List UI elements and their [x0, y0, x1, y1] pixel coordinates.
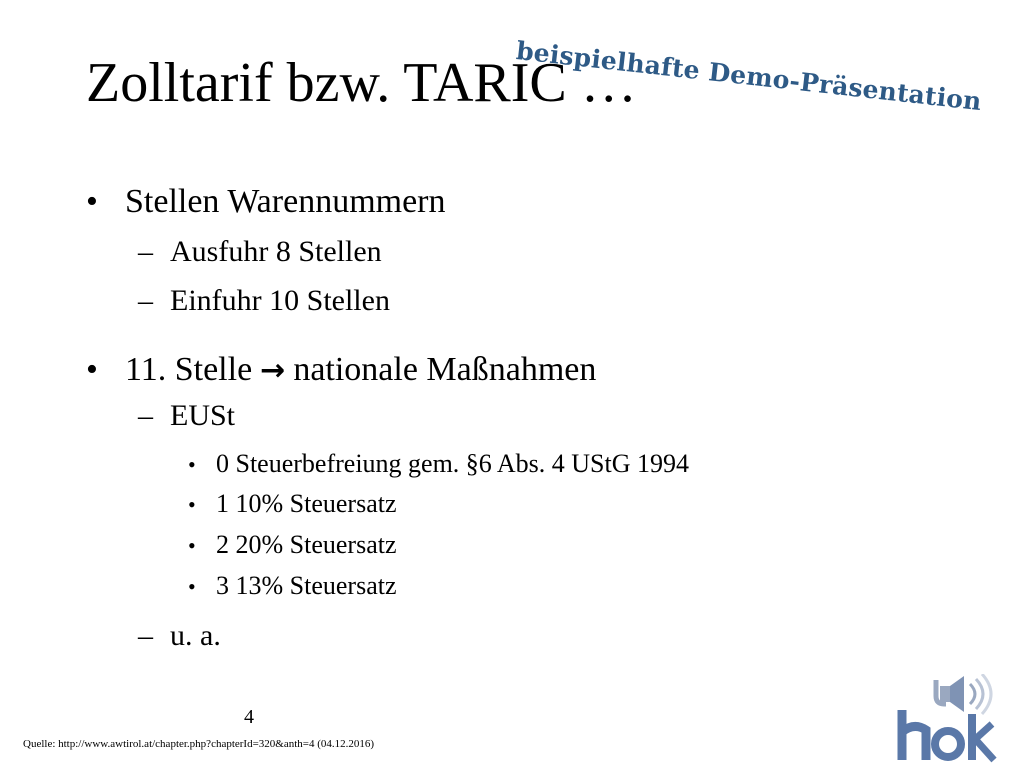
sub-sub-bullet-text: 0 Steuerbefreiung gem. §6 Abs. 4 UStG 1994 — [216, 449, 690, 478]
dash-marker: – — [138, 235, 153, 268]
arrow-right-icon: → — [260, 353, 286, 388]
small-bullet-marker: • — [188, 492, 196, 517]
page-number: 4 — [244, 706, 254, 728]
sub-bullet-text: EUSt — [170, 399, 236, 432]
bullet-text-with-arrow — [125, 353, 596, 387]
bullet-marker: • — [86, 183, 98, 220]
dash-marker: – — [138, 284, 153, 317]
source-citation: Quelle: http://www.awtirol.at/chapter.php?chapterId=320&anth=4 (04.12.2016) — [23, 738, 375, 750]
bullet-text: Stellen Warennummern — [125, 183, 446, 220]
slide-title: Zolltarif bzw. TARIC … — [86, 52, 637, 114]
dash-marker: – — [138, 619, 153, 652]
small-bullet-marker: • — [188, 452, 196, 477]
speaker-icon — [940, 674, 991, 714]
bullet-text-before: 11. Stelle — [125, 351, 253, 388]
watermark-label: beispielhafte Demo-Präsentation — [514, 36, 984, 117]
sub-bullet-text: u. a. — [170, 619, 221, 652]
bullet-marker: • — [86, 351, 98, 388]
dash-marker: – — [138, 399, 153, 432]
sub-bullet-text: Ausfuhr 8 Stellen — [170, 235, 382, 268]
sub-bullet-text: Einfuhr 10 Stellen — [170, 284, 390, 317]
sub-sub-bullet-text: 3 13% Steuersatz — [216, 571, 397, 600]
sub-sub-bullet-text: 1 10% Steuersatz — [216, 489, 397, 518]
hak-school-logo-with-speaker-icon — [896, 674, 1000, 764]
small-bullet-marker: • — [188, 574, 196, 599]
small-bullet-marker: • — [188, 533, 196, 558]
bullet-text-after: nationale Maßnahmen — [293, 351, 597, 388]
sub-sub-bullet-text: 2 20% Steuersatz — [216, 530, 397, 559]
